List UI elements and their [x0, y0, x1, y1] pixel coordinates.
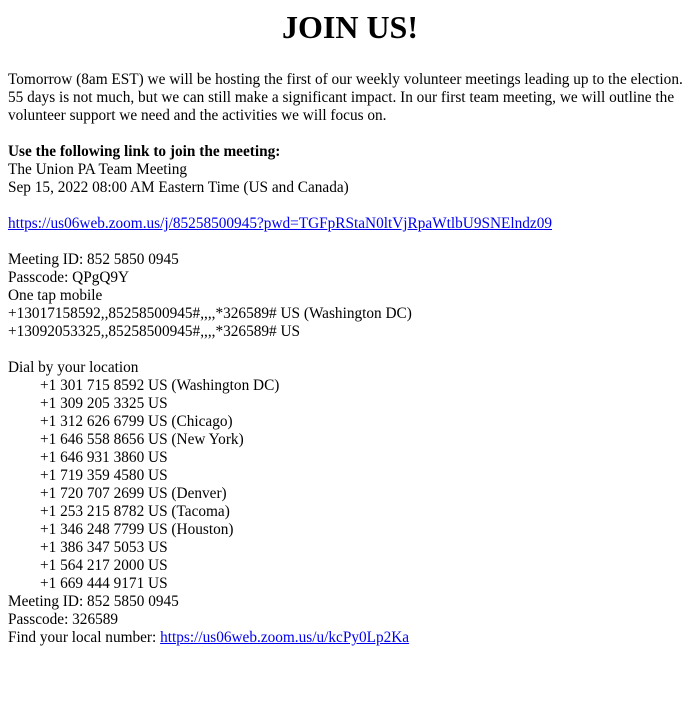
- dial-number: +1 253 215 8782 US (Tacoma): [40, 503, 230, 520]
- meeting-id: Meeting ID: 852 5850 0945: [8, 251, 179, 268]
- dial-number: +1 646 558 8656 US (New York): [40, 431, 244, 448]
- page-title: JOIN US!: [281, 9, 418, 45]
- spacer: [8, 125, 692, 143]
- one-tap-number: +13092053325,,85258500945#,,,,*326589# US: [8, 323, 301, 340]
- meeting-passcode: Passcode: QPgQ9Y: [8, 269, 130, 286]
- local-number-line: [8, 629, 692, 647]
- meeting-name: The Union PA Team Meeting: [8, 161, 188, 178]
- dial-number: +1 564 217 2000 US: [40, 557, 168, 574]
- spacer: [8, 197, 692, 215]
- dial-number: +1 346 248 7799 US (Houston): [40, 521, 234, 538]
- meeting-datetime: Sep 15, 2022 08:00 AM Eastern Time (US and Canada): [8, 179, 349, 196]
- one-tap-label: One tap mobile: [8, 287, 103, 304]
- dial-number: +1 719 359 4580 US: [40, 467, 168, 484]
- dial-passcode: Passcode: 326589: [8, 611, 119, 628]
- dial-number: +1 646 931 3860 US: [40, 449, 168, 466]
- dial-number: +1 386 347 5053 US: [40, 539, 168, 556]
- dial-meeting-id: Meeting ID: 852 5850 0945: [8, 593, 179, 610]
- dial-section: [8, 359, 692, 647]
- meeting-details: [8, 143, 692, 341]
- spacer: [8, 233, 692, 251]
- one-tap-number: +13017158592,,85258500945#,,,,*326589# US (Washington DC): [8, 305, 412, 322]
- dial-number: +1 309 205 3325 US: [40, 395, 168, 412]
- local-number-label: Find your local number:: [8, 629, 161, 646]
- intro-paragraph: Tomorrow (8am EST) we will be hosting the first of our weekly volunteer meetings leading up to the election. 55 days is not much, but we can still make a significant impact. In our first team meeting, we will outline the volunteer support we need and the activities we will focus on.: [8, 71, 683, 124]
- dial-number: +1 669 444 9171 US: [40, 575, 168, 592]
- dial-number: +1 312 626 6799 US (Chicago): [40, 413, 233, 430]
- spacer: [8, 341, 692, 359]
- local-number-link[interactable]: https://us06web.zoom.us/u/kcPy0Lp2Ka: [160, 629, 410, 646]
- dial-number: +1 720 707 2699 US (Denver): [40, 485, 227, 502]
- dial-label: Dial by your location: [8, 359, 139, 376]
- meeting-link-heading: Use the following link to join the meeting:: [8, 143, 281, 160]
- dial-number: +1 301 715 8592 US (Washington DC): [40, 377, 280, 394]
- meeting-join-link[interactable]: https://us06web.zoom.us/j/85258500945?pwd=TGFpRStaN0ltVjRpaWtlbU9SNElndz09: [8, 215, 553, 232]
